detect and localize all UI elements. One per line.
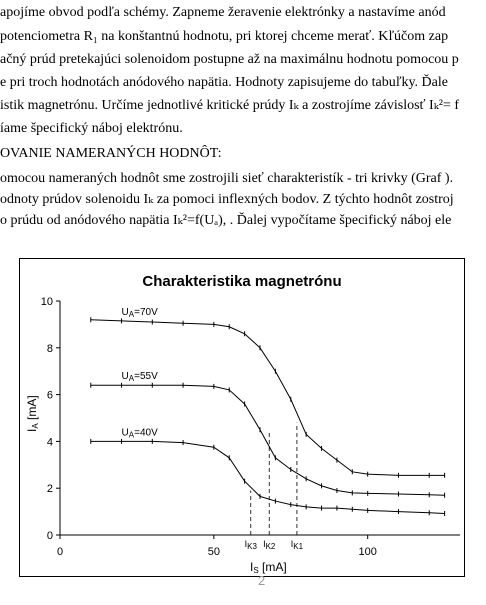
series-line-1 bbox=[91, 320, 445, 476]
chart-title: Charakteristika magnetrónu bbox=[142, 273, 342, 290]
text-line-5: istik magnetrónu. Určíme jednotlivé kritické prúdy Iₖ a zostrojíme závislosť Iₖ²= f bbox=[0, 98, 460, 113]
y-axis-label: IA [mA] bbox=[25, 395, 40, 432]
series-line-3 bbox=[91, 441, 445, 513]
text-line-7: omocou nameraných hodnôt sme zostrojili sieť charakteristík - tri krivky (Graf ). bbox=[0, 171, 454, 186]
y-tick-label-6: 6 bbox=[46, 389, 53, 402]
y-tick-label-10: 10 bbox=[40, 296, 53, 308]
y-tick-label-4: 4 bbox=[46, 436, 53, 449]
section-heading: OVANIE NAMERANÝCH HODNÔT: bbox=[0, 146, 222, 161]
text-line-8: odnoty prúdov solenoidu Iₖ za pomoci inflexných bodov. Z týchto hodnôt zostroj bbox=[0, 192, 454, 207]
series-line-2 bbox=[91, 385, 445, 495]
x-tick-label-100: 100 bbox=[358, 546, 377, 558]
series-label-2: $U_A=55V$ bbox=[121, 371, 158, 384]
text-line-4: e pri troch hodnotách anódového napätia. Hodnoty zapisujeme do tabuľky. Ďale bbox=[0, 75, 448, 90]
series-label-1: $U_A=70V$ bbox=[121, 306, 158, 319]
series-label-3: $U_A=40V$ bbox=[121, 427, 158, 440]
text-line-1: apojíme obvod podľa schémy. Zapneme žeravenie elektrónky a nastavíme anód bbox=[0, 5, 446, 20]
page-number: 2 bbox=[258, 573, 266, 588]
y-tick-label-2: 2 bbox=[46, 483, 53, 496]
y-tick-label-0: 0 bbox=[46, 530, 53, 542]
chart-frame bbox=[19, 258, 465, 577]
text-line-2: potenciometra R₁ na konštantnú hodnotu, pri ktorej chceme merať. Kľúčom zap bbox=[0, 29, 449, 44]
critical-marker-label-2: IK2 bbox=[263, 539, 276, 551]
x-axis-label: IS [mA] bbox=[250, 560, 287, 575]
chart-magnetron bbox=[20, 259, 464, 576]
critical-marker-label-1: IK3 bbox=[244, 539, 257, 551]
critical-marker-label-3: IK1 bbox=[290, 539, 304, 551]
text-line-3: ačný prúd pretekajúci solenoidom postupne až na maximálnu hodnotu pomocou p bbox=[0, 52, 459, 67]
text-line-6: íame špecifický náboj elektrónu. bbox=[0, 121, 183, 136]
text-line-9: o prúdu od anódového napätia Iₖ²=f(Uₐ), . Ďalej vypočítame špecifický náboj ele bbox=[0, 213, 452, 228]
x-tick-label-50: 50 bbox=[207, 546, 220, 558]
y-tick-label-8: 8 bbox=[46, 342, 53, 355]
x-tick-label-0: 0 bbox=[56, 546, 64, 558]
